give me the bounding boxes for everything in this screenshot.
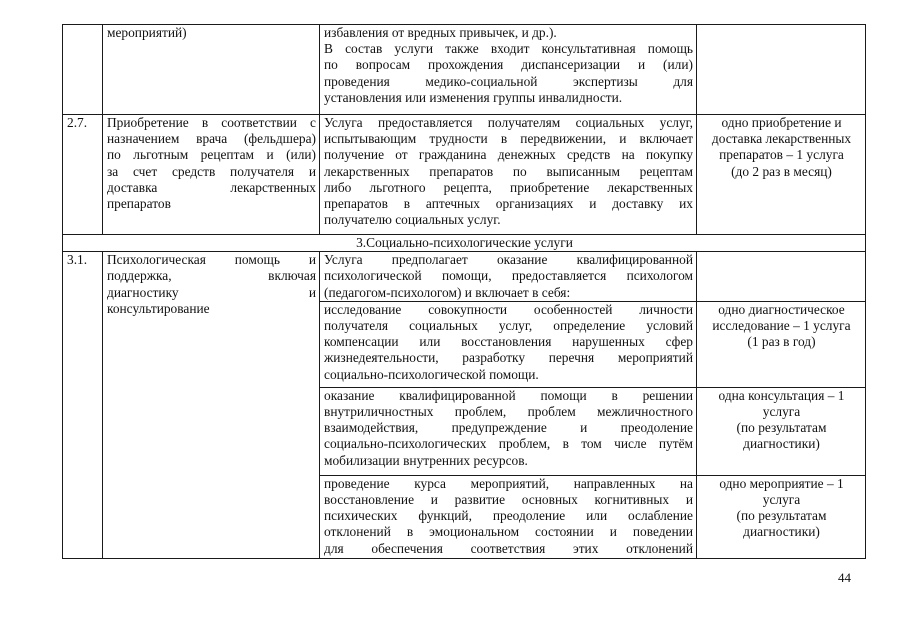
service-description-cell bbox=[320, 301, 697, 387]
norm-cell bbox=[697, 252, 866, 302]
description-line: избавления от вредных привычек, и др.). bbox=[324, 25, 557, 40]
norm-line: одно мероприятие – 1 bbox=[719, 475, 844, 491]
row-number: 3.1. bbox=[67, 252, 88, 268]
description-line: Услуга предполагает оказание квалифицированной bbox=[324, 252, 693, 268]
norm-line: одно приобретение и bbox=[721, 115, 842, 130]
row-number-cell bbox=[63, 25, 103, 115]
norm-cell bbox=[697, 301, 866, 387]
description-line: по вопросам прохождения диспансеризации и (или) bbox=[324, 57, 693, 73]
service-description-cell bbox=[320, 252, 697, 302]
table-row bbox=[63, 252, 866, 302]
description-line: восстановление и развитие основных когнитивных и bbox=[324, 492, 693, 508]
table-row bbox=[63, 25, 866, 115]
description-line: проведения медико-социальной экспертизы для bbox=[324, 73, 693, 89]
service-description-cell bbox=[320, 475, 697, 558]
description-line: испытывающим трудности в передвижении, и включает bbox=[324, 131, 693, 147]
norm-line: исследование – 1 услуга bbox=[712, 318, 851, 334]
norm-line: одна консультация – 1 bbox=[718, 387, 845, 403]
page-number: 44 bbox=[838, 570, 851, 585]
description-line: для обеспечения соответствия этих отклонений bbox=[324, 540, 693, 556]
description-line: получение от гражданина денежных средств на покупку bbox=[324, 147, 693, 163]
service-name-line: препаратов bbox=[107, 196, 171, 212]
description-line: отклонений в эмоциональном состоянии и поведении bbox=[324, 524, 693, 540]
norm-cell bbox=[697, 25, 866, 115]
description-line: жизнедеятельности, разработку перечня мероприятий bbox=[324, 350, 693, 366]
norm-cell bbox=[697, 475, 866, 558]
norm-line: (по результатам bbox=[736, 420, 827, 436]
service-name-cell bbox=[103, 252, 320, 559]
norm-line: (по результатам bbox=[736, 508, 827, 524]
norm-line: (1 раз в год) bbox=[747, 334, 816, 350]
row-number-cell bbox=[63, 252, 103, 559]
description-line: проведение курса мероприятий, направленных на bbox=[324, 475, 693, 491]
section-header-row bbox=[63, 235, 866, 252]
service-name-line: Психологическая помощь и bbox=[107, 252, 316, 268]
service-name-line: за счет средств получателя и bbox=[107, 163, 316, 179]
service-name-line: назначением врача (фельдшера) bbox=[107, 131, 316, 147]
description-line: мобилизации внутренних ресурсов. bbox=[324, 452, 528, 468]
norm-line: услуга bbox=[762, 404, 801, 420]
description-line: социально-психологических проблем, в том числе путём bbox=[324, 436, 693, 452]
row-number-cell bbox=[63, 115, 103, 235]
norm-cell bbox=[697, 115, 866, 235]
service-name-line: доставка лекарственных bbox=[107, 179, 316, 195]
norm-line: одно диагностическое bbox=[718, 301, 845, 317]
description-line: Услуга предоставляется получателям социальных услуг, bbox=[324, 115, 693, 130]
norm-line: (до 2 раз в месяц) bbox=[731, 163, 832, 179]
description-line: социально-психологической помощи. bbox=[324, 366, 539, 382]
service-name-line: Приобретение в соответствии с bbox=[107, 115, 316, 130]
services-table bbox=[62, 24, 866, 559]
norm-line: диагностики) bbox=[743, 436, 820, 452]
norm-line: услуга bbox=[762, 492, 801, 508]
norm-cell bbox=[697, 387, 866, 475]
service-name-line: поддержка, включая bbox=[107, 268, 316, 284]
description-line: (педагогом-психологом) и включает в себя: bbox=[324, 284, 571, 300]
table-row bbox=[63, 115, 866, 235]
service-name-cell bbox=[103, 25, 320, 115]
service-name-line: диагностику и bbox=[107, 284, 316, 300]
description-line: препаратов в аптечных организациях и доставку их bbox=[324, 196, 693, 212]
service-name-cell bbox=[103, 115, 320, 235]
description-line: В состав услуги также входит консультативная помощь bbox=[324, 41, 693, 57]
norm-line: доставка лекарственных bbox=[711, 131, 852, 147]
service-description-cell bbox=[320, 115, 697, 235]
description-line: взаимодействия, предупреждение и преодоление bbox=[324, 420, 693, 436]
description-line: оказание квалифицированной помощи в решении bbox=[324, 387, 693, 403]
section-title: 3.Социально-психологические услуги bbox=[63, 235, 866, 252]
row-number: 2.7. bbox=[67, 115, 88, 130]
service-name-line: консультирование bbox=[107, 300, 210, 316]
description-line: компенсации или восстановления нарушенных сфер bbox=[324, 334, 693, 350]
service-name: мероприятий) bbox=[107, 25, 187, 40]
description-line: получателю социальных услуг. bbox=[324, 212, 501, 228]
description-line: внутриличностных проблем, проблем межличностного bbox=[324, 404, 693, 420]
description-line: психических функций, преодоление или ослабление bbox=[324, 508, 693, 524]
service-description-cell bbox=[320, 387, 697, 475]
description-line: психологической помощи, предоставляется психологом bbox=[324, 268, 693, 284]
description-line: исследование совокупности особенностей личности bbox=[324, 301, 693, 317]
description-line: либо льготного рецепта, приобретение лекарственных bbox=[324, 179, 693, 195]
service-name-line: по льготным рецептам и (или) bbox=[107, 147, 316, 163]
norm-line: препаратов – 1 услуга bbox=[719, 147, 844, 163]
description-line: установления или изменения группы инвалидности. bbox=[324, 89, 623, 105]
description-line: лекарственных препаратов по выписанным рецептам bbox=[324, 163, 693, 179]
norm-line: диагностики) bbox=[743, 524, 820, 540]
service-description-cell bbox=[320, 25, 697, 115]
description-line: получателя социальных услуг, определение условий bbox=[324, 318, 693, 334]
